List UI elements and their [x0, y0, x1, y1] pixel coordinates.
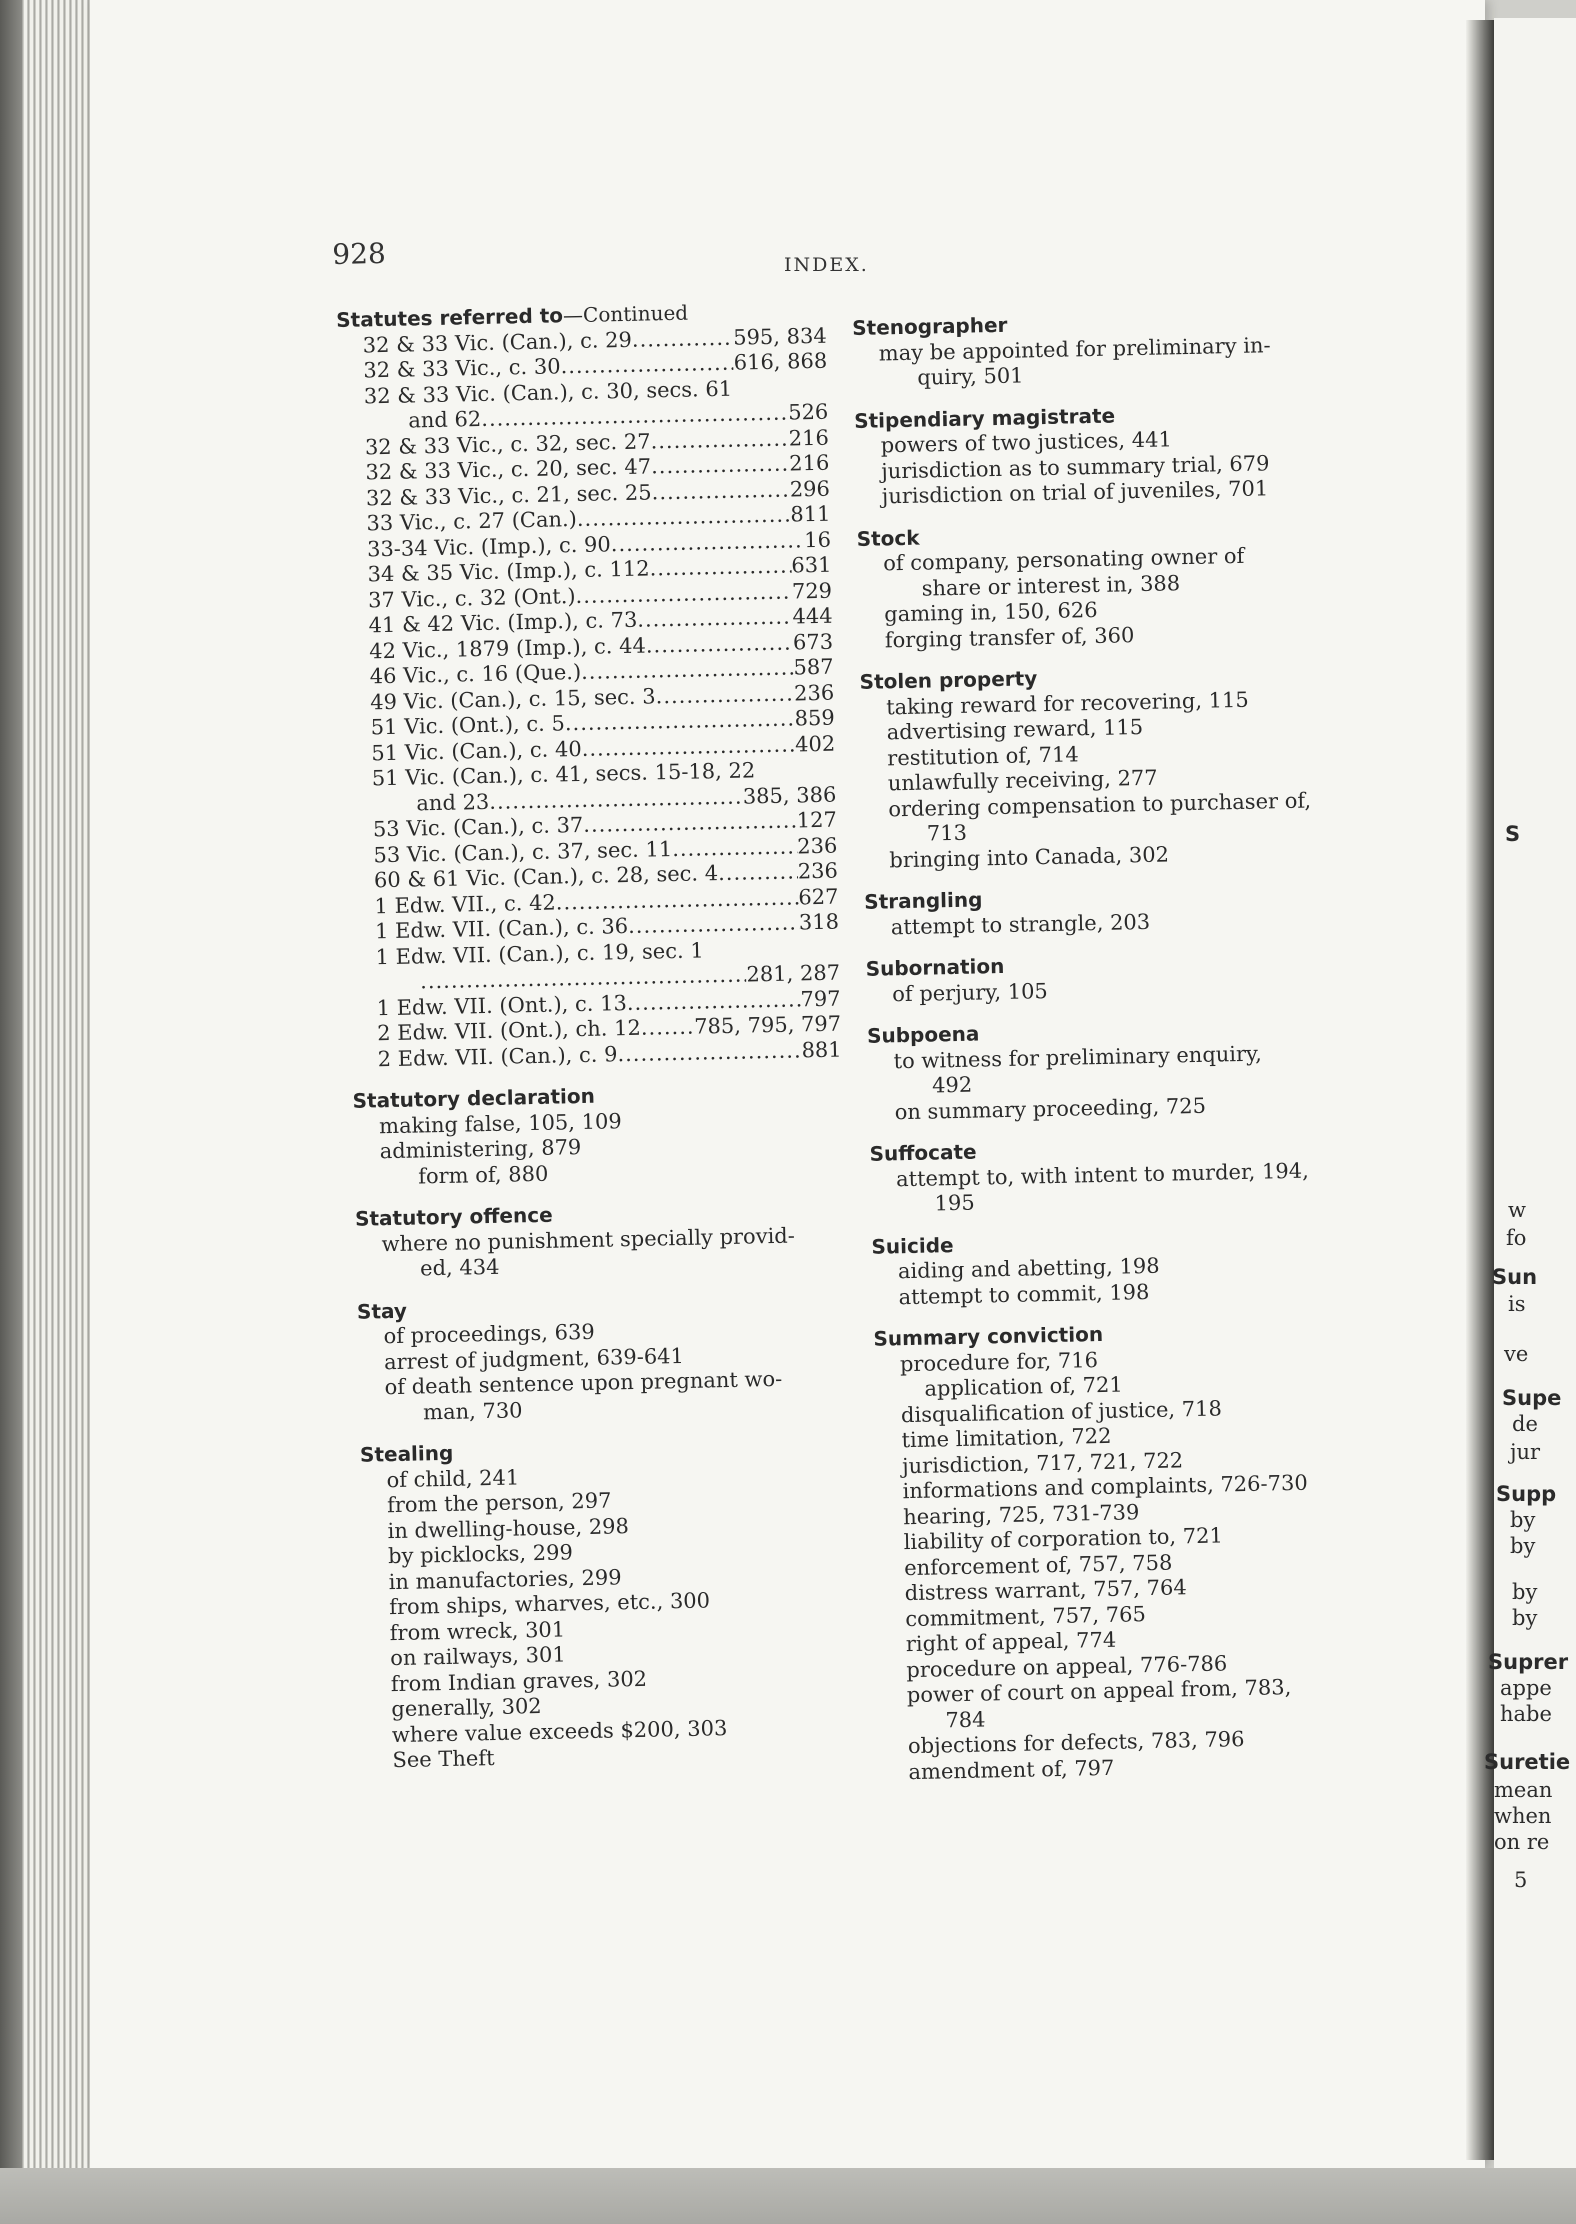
sub-entry: making false, 105, 109	[378, 1108, 622, 1138]
statute-citation: 2 Edw. VII. (Ont.), ch. 12	[376, 1015, 642, 1046]
sub-entry: in dwelling-house, 298	[387, 1513, 630, 1543]
facing-page-fragment: by	[1510, 1508, 1536, 1532]
facing-page-fragment: by	[1512, 1606, 1538, 1630]
statute-citation: 51 Vic. (Can.), c. 41, secs. 15-18, 22	[371, 758, 756, 791]
page-reference: 587	[793, 654, 834, 680]
sub-entry-continued: ed, 434	[419, 1254, 500, 1281]
facing-page-fragment: mean	[1494, 1778, 1553, 1802]
facing-page-fragment: 5	[1514, 1868, 1528, 1892]
statute-citation: 1 Edw. VII. (Can.), c. 36	[374, 914, 629, 944]
sub-entry: from Indian graves, 302	[390, 1666, 648, 1696]
facing-page-fragment: by	[1510, 1534, 1536, 1558]
dot-leader	[646, 630, 794, 659]
entry-heading: Strangling	[864, 887, 983, 914]
sub-entry: amendment of, 797	[908, 1755, 1115, 1784]
facing-page-fragment: on re	[1494, 1830, 1550, 1854]
dot-leader	[617, 1038, 802, 1067]
index-entry-stealing	[360, 1432, 857, 1774]
page-reference: 526	[787, 399, 829, 425]
page-number: 928	[332, 236, 387, 271]
statute-citation: 42 Vic., 1879 (Imp.), c. 44	[368, 633, 647, 663]
sub-entry: jurisdiction, 717, 721, 722	[901, 1447, 1184, 1478]
facing-page-fragment: Supp	[1496, 1482, 1557, 1506]
index-column-left	[336, 298, 857, 1790]
dot-leader	[651, 477, 790, 505]
page-reference: 729	[791, 578, 833, 604]
statute-citation: 46 Vic., c. 16 (Que.)	[369, 659, 582, 689]
page-reference: 236	[793, 680, 835, 705]
facing-page-fragment: appe	[1500, 1676, 1552, 1700]
entry-heading: Statutory offence	[354, 1202, 553, 1231]
sub-entry: advertising reward, 115	[886, 714, 1144, 745]
sub-entry-continued: share or interest in, 388	[921, 570, 1181, 601]
index-entry-subpoena	[867, 1014, 1349, 1126]
sub-entry: powers of two justices, 441	[880, 427, 1173, 458]
sub-entry: gaming in, 150, 626	[884, 597, 1098, 627]
sub-entry: of death sentence upon pregnant wo-	[384, 1366, 783, 1400]
page-reference: 296	[789, 476, 831, 502]
index-entry-stenographer	[852, 306, 1333, 393]
sub-entry: arrest of judgment, 639-641	[383, 1343, 685, 1374]
running-head: INDEX.	[784, 254, 869, 276]
sub-entry: form of, 880	[417, 1161, 549, 1188]
entry-heading: Stock	[856, 525, 920, 551]
statute-citation: 1 Edw. VII., c. 42	[374, 890, 557, 918]
sub-entry-continued: 713	[926, 820, 968, 846]
facing-page-fragment: ve	[1504, 1342, 1529, 1366]
facing-page-fragment: habe	[1500, 1702, 1552, 1726]
index-entry-statutes	[336, 298, 842, 1073]
entry-heading: Stolen property	[859, 666, 1038, 694]
sub-entry: of child, 241	[386, 1464, 520, 1492]
index-entry-strangling	[864, 880, 1345, 941]
sub-entry: to witness for preliminary enquiry,	[893, 1041, 1262, 1073]
sub-entry-continued: 784	[945, 1707, 986, 1732]
sub-entry: on railways, 301	[390, 1642, 566, 1671]
page-reference: 127	[796, 807, 838, 833]
statute-citation: 1 Edw. VII. (Can.), c. 19, sec. 1	[375, 937, 704, 969]
statute-citation: 49 Vic. (Can.), c. 15, sec. 3	[370, 683, 656, 714]
sub-entry: attempt to strangle, 203	[890, 909, 1151, 939]
sub-entry: liability of corporation to, 721	[903, 1523, 1224, 1555]
statute-citation: 51 Vic. (Can.), c. 40	[371, 736, 582, 765]
statute-list	[337, 323, 842, 1073]
sub-entry: objections for defects, 783, 796	[907, 1727, 1245, 1759]
facing-page-fragment: Supe	[1502, 1386, 1562, 1410]
sub-entry: taking reward for recovering, 115	[885, 687, 1249, 719]
page-reference: 444	[792, 603, 833, 629]
sub-entry: where no punishment specially provid-	[381, 1223, 796, 1256]
continued-label: —Continued	[562, 300, 689, 328]
page-reference: 797	[800, 986, 841, 1011]
sub-entry: ordering compensation to purchaser of,	[888, 787, 1312, 821]
entry-heading: Statutory declaration	[352, 1083, 596, 1113]
page-reference: 673	[792, 629, 834, 654]
index-entry-statutory-declaration	[352, 1079, 844, 1191]
sub-entry: right of appeal, 774	[905, 1627, 1117, 1657]
statute-citation: 2 Edw. VII. (Can.), c. 9	[377, 1041, 618, 1071]
entry-heading: Stealing	[359, 1440, 454, 1467]
facing-page-fragment: jur	[1510, 1440, 1541, 1464]
dot-leader	[627, 987, 801, 1016]
entry-heading: Summary conviction	[873, 1321, 1104, 1351]
entry-heading: Stipendiary magistrate	[853, 403, 1116, 433]
facing-page-fragment: S	[1505, 822, 1521, 846]
statute-citation: 41 & 42 Vic. (Imp.), c. 73	[368, 607, 638, 638]
sub-entry: from the person, 297	[386, 1488, 612, 1518]
sub-entry: of proceedings, 639	[383, 1319, 595, 1349]
sub-entry: in manufactories, 299	[388, 1564, 622, 1594]
dot-leader	[650, 426, 789, 454]
sub-entry: jurisdiction on trial of juveniles, 701	[881, 476, 1269, 509]
page-reference: 631	[791, 552, 832, 578]
sub-entry: unlawfully receiving, 277	[887, 765, 1158, 796]
entry-heading: Suicide	[871, 1232, 954, 1259]
sub-entry: bringing into Canada, 302	[889, 841, 1170, 872]
statute-citation: 32 & 33 Vic., c. 20, sec. 47	[365, 454, 652, 485]
sub-entry: enforcement of, 757, 758	[903, 1550, 1173, 1580]
sub-entry: generally, 302	[391, 1694, 542, 1722]
sub-entry: forging transfer of, 360	[884, 622, 1135, 652]
sub-entry: from wreck, 301	[389, 1616, 566, 1645]
sub-entry: may be appointed for preliminary in-	[878, 332, 1271, 365]
entry-heading: Stenographer	[852, 312, 1008, 340]
dot-leader	[637, 605, 793, 634]
statute-citation: 32 & 33 Vic. (Can.), c. 29	[362, 327, 633, 357]
facing-page-fragment: Suretie	[1484, 1750, 1571, 1774]
entry-heading: Stay	[356, 1298, 408, 1324]
page-reference: 318	[798, 909, 840, 935]
dot-leader	[718, 859, 798, 886]
dot-leader	[672, 834, 798, 862]
statute-citation: 32 & 33 Vic., c. 21, sec. 25	[365, 479, 652, 510]
dot-leader	[560, 351, 734, 380]
statute-citation: 1 Edw. VII. (Ont.), c. 13	[376, 990, 628, 1020]
entry-heading: Suffocate	[869, 1139, 977, 1166]
sub-entry: where value exceeds $200, 303	[391, 1715, 728, 1747]
sub-entry: procedure on appeal, 776-786	[906, 1650, 1228, 1682]
sub-entry: time limitation, 722	[901, 1423, 1112, 1453]
entry-heading: Subornation	[865, 953, 1005, 981]
index-entry-summary-conviction	[873, 1317, 1363, 1786]
index-entry-suicide	[871, 1224, 1352, 1311]
facing-page-fragment: fo	[1506, 1226, 1527, 1250]
sub-entry-continued: quiry, 501	[917, 363, 1024, 390]
sub-entry: restitution of, 714	[887, 741, 1079, 770]
statute-citation: 53 Vic. (Can.), c. 37, sec. 11	[373, 836, 673, 867]
page-reference: 881	[801, 1037, 842, 1062]
facing-page-fragment: Sun	[1492, 1265, 1538, 1289]
page-reference: 16	[803, 527, 832, 552]
sub-entry: jurisdiction as to summary trial, 679	[880, 450, 1270, 483]
sub-entry: by picklocks, 299	[387, 1540, 574, 1569]
dot-leader	[632, 325, 734, 353]
sub-entry: distress warrant, 757, 764	[904, 1575, 1187, 1606]
page-reference: 281, 287	[746, 960, 841, 987]
statute-citation: 60 & 61 Vic. (Can.), c. 28, sec. 4	[373, 861, 719, 893]
sub-entry: disqualification of justice, 718	[900, 1395, 1223, 1427]
sub-entry: power of court on appeal from, 783,	[906, 1675, 1292, 1708]
book-gutter	[1466, 20, 1494, 2160]
dot-leader	[628, 910, 799, 939]
cross-reference: See Theft	[392, 1746, 495, 1773]
page-reference: 859	[794, 705, 835, 731]
sub-entry: hearing, 725, 731-739	[902, 1499, 1140, 1529]
page-reference: 811	[790, 501, 831, 527]
page-bottom-shadow	[0, 2168, 1576, 2224]
statute-citation: 37 Vic., c. 32 (Ont.)	[367, 583, 576, 612]
sub-entry: from ships, wharves, etc., 300	[388, 1588, 711, 1620]
sub-entry: on summary proceeding, 725	[894, 1093, 1207, 1124]
page-reference: 785, 795, 797	[693, 1011, 842, 1039]
sub-entry: administering, 879	[379, 1135, 582, 1164]
facing-page-fragment: Suprer	[1488, 1650, 1569, 1674]
index-entry-stay	[357, 1289, 850, 1427]
statute-citation: and 62	[408, 406, 482, 433]
facing-page-fragment: is	[1508, 1292, 1526, 1316]
page-reference: 385, 386	[742, 782, 837, 809]
page-reference: 616, 868	[733, 348, 828, 375]
sub-entry: procedure for, 716	[899, 1347, 1099, 1376]
index-entry-stolen-property	[859, 660, 1343, 874]
index-entry-stock	[856, 516, 1339, 654]
sub-entry: of company, personating owner of	[882, 543, 1245, 576]
page-reference: 236	[797, 858, 839, 884]
page-reference: 216	[788, 425, 830, 451]
sub-entry: aiding and abetting, 198	[897, 1253, 1160, 1284]
page-reference: 216	[789, 450, 830, 476]
index-entry-stipendiary-magistrate	[854, 398, 1336, 510]
statute-citation: 34 & 35 Vic. (Imp.), c. 112	[367, 556, 650, 587]
index-entry-subornation	[865, 947, 1346, 1008]
facing-page-fragment: when	[1494, 1804, 1552, 1828]
sub-entry: informations and complaints, 726-730	[902, 1470, 1308, 1504]
page-reference: 236	[797, 833, 838, 858]
sub-entry: commitment, 757, 765	[905, 1601, 1147, 1631]
sub-entry: attempt to, with intent to murder, 194,	[895, 1158, 1310, 1191]
page-reference: 627	[798, 884, 839, 909]
book-spine-shadow	[0, 0, 22, 2224]
sub-entry: attempt to commit, 198	[898, 1279, 1150, 1309]
sub-entry: application of, 721	[924, 1372, 1123, 1401]
dot-leader	[651, 452, 790, 480]
dot-leader	[649, 554, 791, 582]
dot-leader	[641, 1015, 695, 1042]
statute-citation: 32 & 33 Vic. (Can.), c. 30, secs. 61	[363, 376, 733, 408]
statute-citation: 33-34 Vic. (Imp.), c. 90	[366, 531, 611, 561]
statute-citation: 33 Vic., c. 27 (Can.)	[366, 507, 578, 536]
sub-entry-continued: 195	[934, 1190, 975, 1216]
entry-heading: Subpoena	[866, 1021, 980, 1048]
sub-entry: of perjury, 105	[891, 978, 1049, 1006]
index-entry-suffocate	[869, 1132, 1350, 1219]
facing-page-fragment: by	[1512, 1580, 1538, 1604]
dot-leader	[581, 732, 795, 762]
statute-citation: and 23	[416, 789, 490, 815]
statute-citation: 51 Vic. (Ont.), c. 5	[370, 711, 566, 740]
sub-entry-continued: 492	[931, 1072, 973, 1098]
statute-citation: 53 Vic. (Can.), c. 37	[372, 812, 584, 842]
index-entry-statutory-offence	[355, 1197, 846, 1284]
index-column-right	[852, 306, 1363, 1802]
statute-citation: 32 & 33 Vic., c. 30	[363, 354, 561, 383]
sub-entry-continued: man, 730	[422, 1397, 523, 1424]
facing-page-fragment: w	[1508, 1198, 1526, 1222]
statute-citation: 32 & 33 Vic., c. 32, sec. 27	[364, 428, 651, 459]
facing-page-fragment: de	[1512, 1412, 1538, 1436]
dot-leader	[655, 681, 794, 709]
page-reference: 402	[794, 731, 836, 756]
page-reference: 595, 834	[732, 323, 827, 350]
entry-heading: Statutes referred to	[336, 303, 564, 332]
